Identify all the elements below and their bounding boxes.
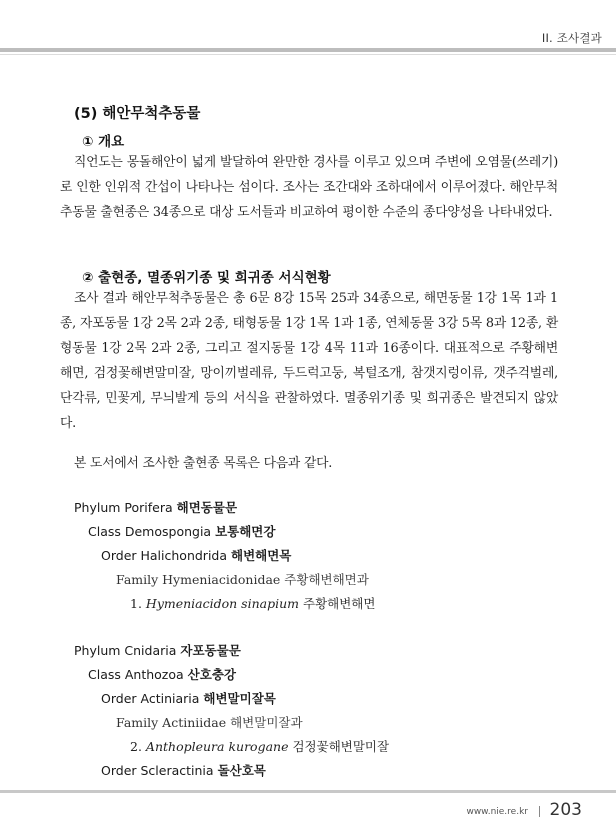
status-heading: ② 출현종, 멸종위기종 및 희귀종 서식현황 [82,270,331,286]
taxon-sci: Class Anthozoa [88,667,184,682]
taxon-sci: Order Actiniaria [101,691,200,706]
taxon-order-actiniaria [101,689,276,707]
species-item [130,594,375,612]
taxon-kor: 해면동물문 [176,500,238,515]
footer-separator [539,806,540,817]
species-kor-name: 검정꽃해변말미잘 [292,739,390,754]
species-kor-name: 주황해변해면 [303,596,376,611]
taxon-order-halichondrida [101,546,291,564]
species-number: 2. [130,739,142,754]
taxon-phylum-cnidaria [74,641,241,659]
taxon-sci: Phylum Cnidaria [74,643,177,658]
taxon-sci: Order Halichondrida [101,548,228,563]
header-rule-thin [0,54,616,55]
footer-url: www.nie.re.kr [466,807,528,817]
section-title: (5) 해안무척추동물 [74,106,201,122]
taxon-kor: 자포동물문 [180,643,241,658]
status-paragraph: 조사 결과 해안무척추동물은 총 6문 8강 15목 25과 34종으로, 해면동물 1강 1목 1과 1종, 자포동물 1강 2목 2과 2종, 태형동물 1강 1목 1과 1종, 연체동물 3강 5목 8과 12종, 환형동물 1강 2목 2과 2종, 그리고 절지동물 1강 4목 11과 16종이다. 대표적으로 주황해변해면, 검정꽃해변말미잘, 망이끼벌레류, 두드럭고둥, 복털조개, 참갯지렁이류, 갯주걱벌레, 단각류, 민꽃게, 무늬발게 등의 서식을 관찰하였다. 멸종위기종 및 희귀종은 발견되지 않았다. [60,291,558,431]
header-rule [0,48,616,52]
species-list-intro: 본 도서에서 조사한 출현종 목록은 다음과 같다. [74,456,333,471]
taxon-kor: 주황해변해면과 [284,572,369,587]
chapter-label: II. 조사결과 [541,31,602,45]
taxon-sci: Class Demospongia [88,524,212,539]
taxon-class-anthozoa [88,665,236,683]
taxon-sci: Family Hymeniacidonidae [116,572,281,587]
taxon-sci: Family Actiniidae [116,715,227,730]
footer-rule [0,790,616,793]
overview-heading: ① 개요 [82,134,125,150]
taxon-sci: Phylum Porifera [74,500,173,515]
taxon-class-demospongia [88,522,275,540]
taxon-kor: 해변말미잘과 [230,715,303,730]
species-item [130,737,389,755]
taxon-kor: 보통해면강 [215,524,276,539]
species-number: 1. [130,596,142,611]
taxon-order-scleractinia [101,761,266,779]
taxon-kor: 해변해면목 [231,548,292,563]
page-number: 203 [549,800,582,820]
species-sci-name: Anthopleura kurogane [145,739,289,754]
taxon-kor: 돌산호목 [217,763,266,778]
overview-paragraph: 직언도는 몽돌해안이 넓게 발달하여 완만한 경사를 이루고 있으며 주변에 오염물(쓰레기)로 인한 인위적 간섭이 나타나는 섬이다. 조사는 조간대와 조하대에서 이루어졌다. 해안무척추동물 출현종은 34종으로 대상 도서들과 비교하여 평이한 수준의 종다양성을 나타내었다. [60,155,558,220]
taxon-kor: 해변말미잘목 [203,691,276,706]
taxon-family-actiniidae [116,713,303,731]
taxon-kor: 산호충강 [187,667,236,682]
taxon-phylum-porifera [74,498,237,516]
taxon-sci: Order Scleractinia [101,763,214,778]
species-sci-name: Hymeniacidon sinapium [145,596,300,611]
taxon-family-hymeniacidonidae [116,570,369,588]
